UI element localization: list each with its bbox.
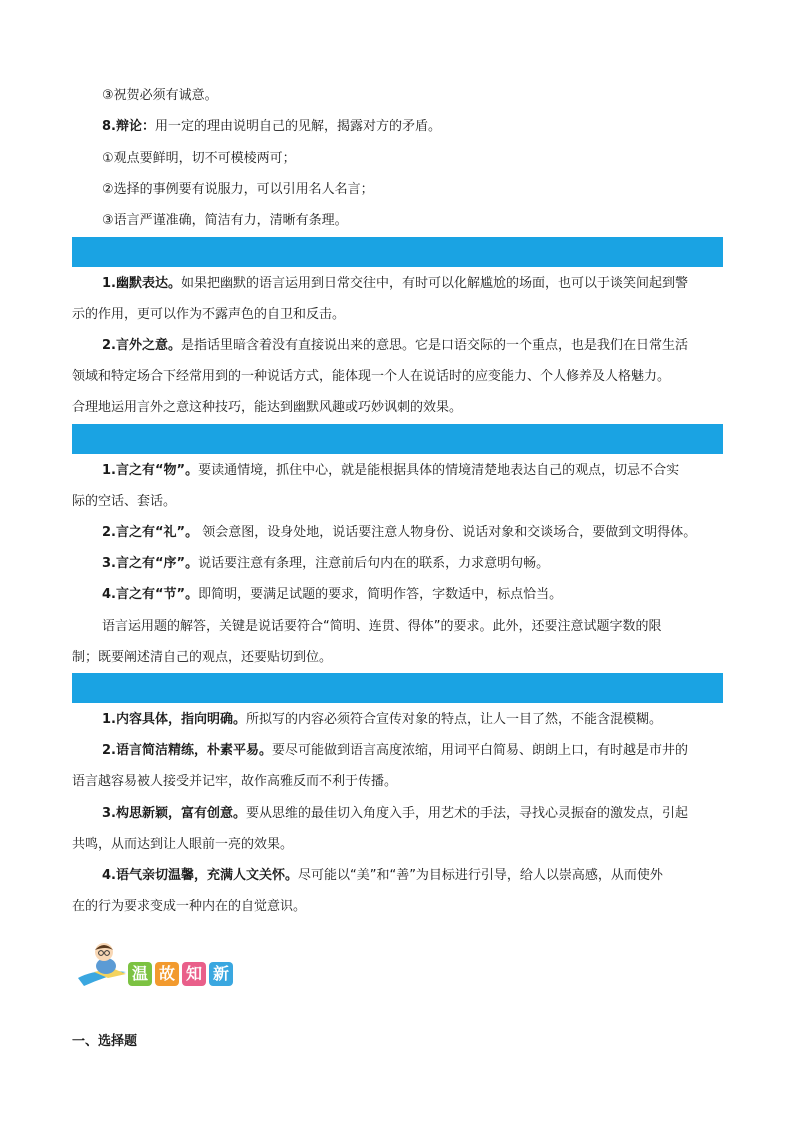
block3-item2 <box>102 742 722 760</box>
logo-tile: 新 <box>209 962 233 986</box>
item-text: 尽可能以“美”和“善”为目标进行引导，给人以崇高感，从而使外 <box>297 868 663 883</box>
item-title: 4.言之有“节”。 <box>102 587 199 602</box>
text-line: ①观点要鲜明，切不可模棱两可； <box>102 151 296 166</box>
item-title: 8.辩论： <box>102 119 155 134</box>
item-title: 1.内容具体，指向明确。 <box>102 712 246 727</box>
item-title: 2.语言简洁精练，朴素平易。 <box>102 743 272 758</box>
item-text: 要读通情境，抓住中心，就是能根据具体的情境清楚地表达自己的观点，切忌不合实 <box>198 463 680 478</box>
block3-item1 <box>102 711 722 729</box>
item-title: 3.构思新颖，富有创意。 <box>102 806 246 821</box>
item-text: 要尽可能做到语言高度浓缩，用词平白简易、朗朗上口，有时越是市井的 <box>271 743 688 758</box>
item-text: 用一定的理由说明自己的见解，揭露对方的矛盾。 <box>154 119 441 134</box>
item-text: 说话要注意有条理，注意前后句内在的联系，力求意明句畅。 <box>198 556 550 571</box>
logo-tile: 知 <box>182 962 206 986</box>
block2-item4 <box>102 586 722 604</box>
section-bar <box>72 237 723 267</box>
text-line: 合理地运用言外之意这种技巧，能达到幽默风趣或巧妙讽刺的效果。 <box>72 400 463 415</box>
item-title: 3.言之有“序”。 <box>102 556 199 571</box>
item-title: 2.言之有“礼”。 <box>102 525 199 540</box>
text-line: ②选择的事例要有说服力，可以引用名人名言； <box>102 182 374 197</box>
item-title: 1.幽默表达。 <box>102 276 181 291</box>
block2-item3 <box>102 555 722 573</box>
text-line: 制；既要阐述清自己的观点，还要贴切到位。 <box>72 650 333 665</box>
block2-item1 <box>102 462 722 480</box>
text-line: 示的作用，更可以作为不露声色的自卫和反击。 <box>72 307 346 322</box>
item-text: 如果把幽默的语言运用到日常交往中，有时可以化解尴尬的场面，也可以于谈笑间起到警 <box>180 276 688 291</box>
logo-tile: 温 <box>128 962 152 986</box>
block3-item4 <box>102 867 722 885</box>
block3-item3 <box>102 805 722 823</box>
block1-item1 <box>102 275 722 293</box>
item-text: 是指话里暗含着没有直接说出来的意思。它是口语交际的一个重点，也是我们在日常生活 <box>180 338 688 353</box>
item-title: 1.言之有“物”。 <box>102 463 199 478</box>
item-8 <box>102 118 722 136</box>
section-bar <box>72 673 723 703</box>
item-title: 2.言外之意。 <box>102 338 181 353</box>
text-line: 领域和特定场合下经常用到的一种说话方式，能体现一个人在说话时的应变能力、个人修养及人格魅力。 <box>72 369 671 384</box>
item-text: 领会意图，设身处地，说话要注意人物身份、说话对象和交谈场合，要做到文明得体。 <box>198 525 697 540</box>
text-line: 语言越容易被人接受并记牢，故作高雅反而不利于传播。 <box>72 774 398 789</box>
text-line: 共鸣，从而达到让人眼前一亮的效果。 <box>72 837 294 852</box>
section-title: 一、选择题 <box>72 1034 138 1049</box>
item-text: 所拟写的内容必须符合宣传对象的特点，让人一目了然，不能含混模糊。 <box>245 712 662 727</box>
section-bar <box>72 424 723 454</box>
text-line: 际的空话、套话。 <box>72 494 177 509</box>
block2-item2 <box>102 524 722 542</box>
logo-tile: 故 <box>155 962 179 986</box>
item-text: 要从思维的最佳切入角度入手，用艺术的手法，寻找心灵振奋的激发点，引起 <box>245 806 688 821</box>
item-title: 4.语气亲切温馨，充满人文关怀。 <box>102 868 298 883</box>
text-line: 在的行为要求变成一种内在的自觉意识。 <box>72 899 307 914</box>
item-text: 即简明，要满足试题的要求，简明作答，字数适中，标点恰当。 <box>198 587 563 602</box>
text-line: ③语言严谨准确，简洁有力，清晰有条理。 <box>102 213 348 228</box>
text-line: 语言运用题的解答，关键是说话要符合“简明、连贯、得体”的要求。此外，还要注意试题字数的限 <box>102 619 662 634</box>
block1-item2 <box>102 337 722 355</box>
text-line: ③祝贺必须有诚意。 <box>102 88 218 103</box>
